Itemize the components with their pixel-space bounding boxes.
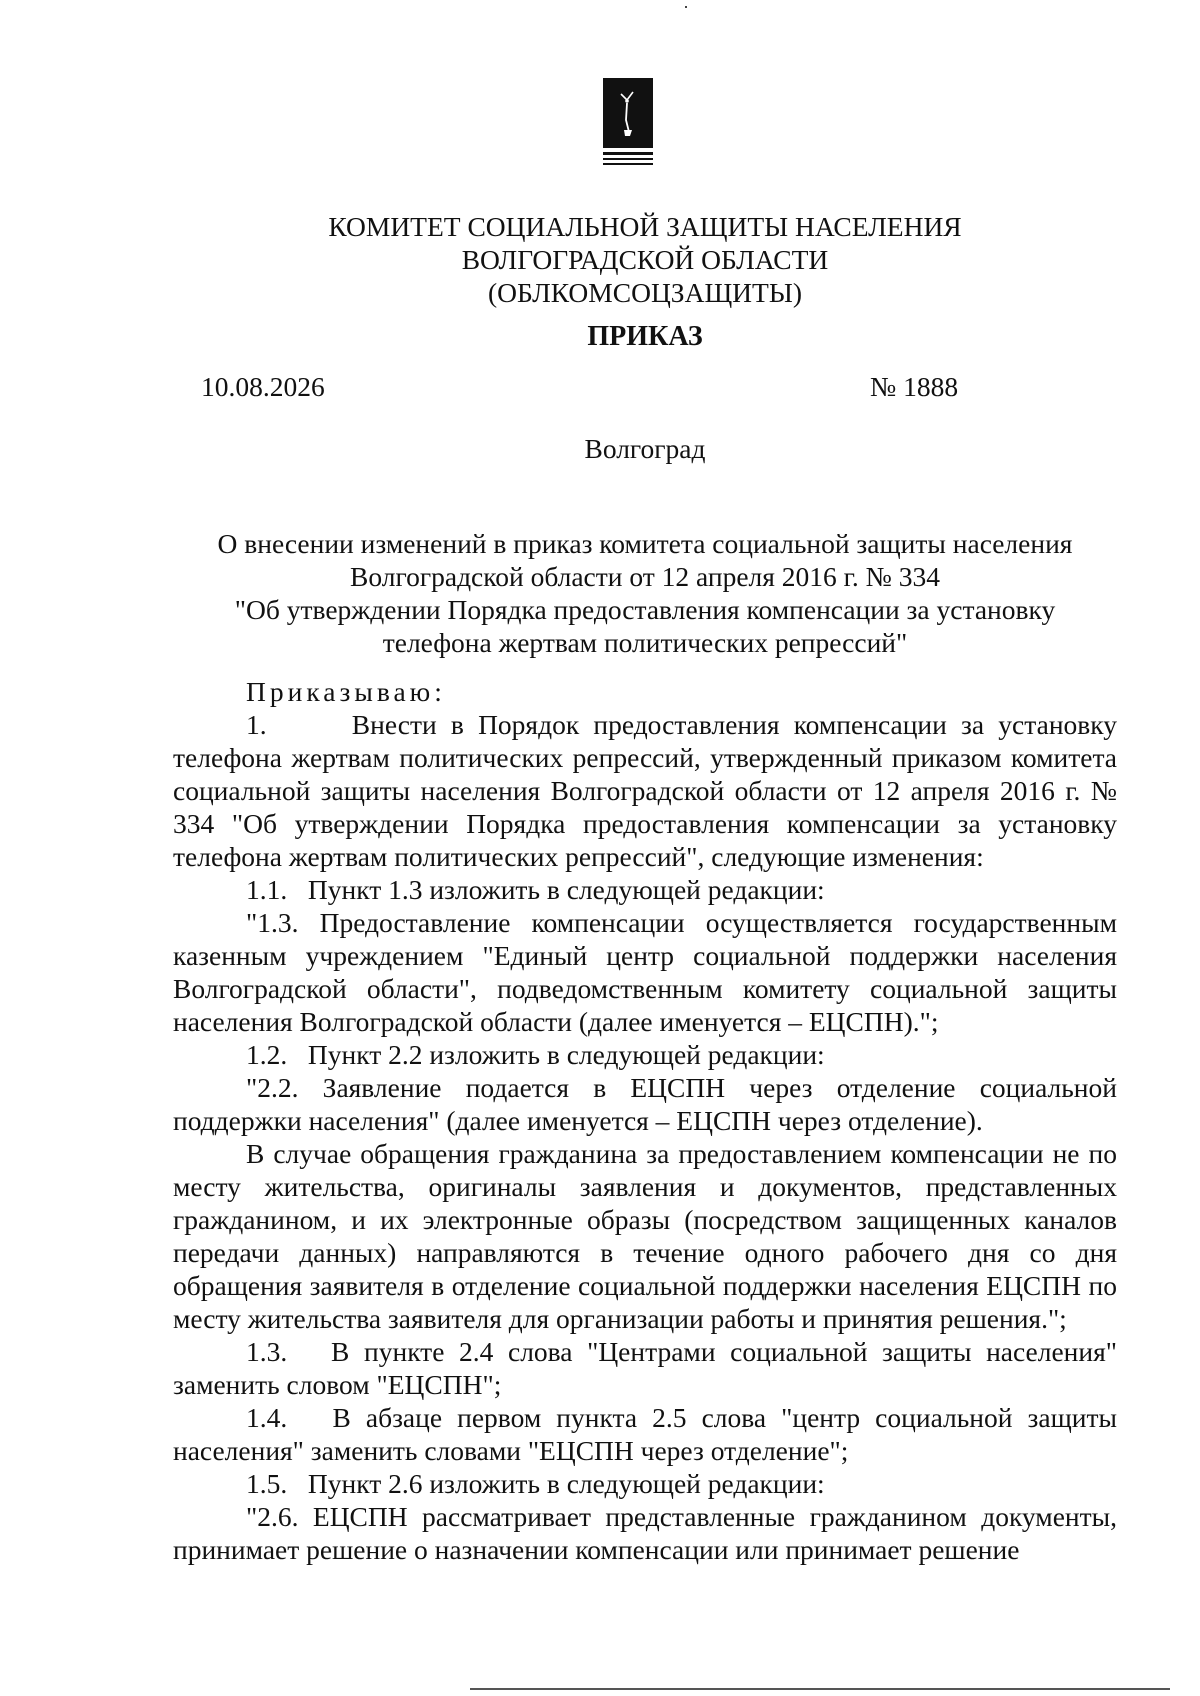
org-line: КОМИТЕТ СОЦИАЛЬНОЙ ЗАЩИТЫ НАСЕЛЕНИЯ [328,211,962,242]
paragraph-1-3: 1.3. В пункте 2.4 слова "Центрами социальной защиты населения" заменить словом "ЕЦСПН"; [173,1336,1124,1400]
document-type: ПРИКАЗ [587,321,703,352]
organization-name [0,210,1200,309]
coat-of-arms-emblem [603,78,653,165]
org-line: (ОБЛКОМСОЦЗАЩИТЫ) [488,277,802,308]
subject-line: Волгоградской области от 12 апреля 2016 г. № 334 [350,561,940,592]
document-city: Волгоград [584,433,706,464]
page-bottom-rule [470,1688,1170,1690]
subject-line: "Об утверждении Порядка предоставления компенсации за установку [234,594,1056,625]
document-subject [0,527,1200,659]
order-word: Приказываю: [246,676,446,707]
paragraph-1-1-text: "1.3. Предоставление компенсации осуществляется государственным казенным учреждением "Единый центр социальной поддержки населения Волгоградской области", подведомственным комитету социальной защиты населения Волгоградской области (далее именуется – ЕЦСПН)."; [173,907,1117,1037]
emblem-shield [603,78,653,148]
emblem-stripe [603,163,653,165]
paragraph-1-4: 1.4. В абзаце первом пункта 2.5 слова "центр социальной защиты населения" заменить словами "ЕЦСПН через отделение"; [173,1402,1124,1466]
org-line: ВОЛГОГРАДСКОЙ ОБЛАСТИ [461,244,829,275]
subject-line: телефона жертвам политических репрессий" [382,627,908,658]
paragraph-1-5-text: "2.6. ЕЦСПН рассматривает представленные гражданином документы, принимает решение о назначении компенсации или принимает решение [173,1501,1117,1565]
paragraph-1-5: 1.5. Пункт 2.6 изложить в следующей редакции: [246,1468,825,1499]
motherland-statue-icon [618,90,636,138]
emblem-stripe [603,158,653,160]
document-date: 10.08.2026 [201,371,325,402]
paragraph-1-1: 1.1. Пункт 1.3 изложить в следующей редакции: [246,874,825,905]
scan-dot [685,6,687,8]
document-number: № 1888 [870,371,959,402]
paragraph-1-2-text: "2.2. Заявление подается в ЕЦСПН через отделение социальной поддержки населения" (далее именуется – ЕЦСПН через отделение). [173,1072,1117,1136]
paragraph-1-2: 1.2. Пункт 2.2 изложить в следующей редакции: [246,1039,825,1070]
subject-line: О внесении изменений в приказ комитета социальной защиты населения [217,528,1073,559]
paragraph-1-2-text-2: В случае обращения гражданина за предоставлением компенсации не по месту жительства, оригиналы заявления и документов, представленных гражданином, и их электронные образы (посредством защищенных каналов передачи данных) направляются в течение одного рабочего дня со дня обращения заявителя в отделение социальной поддержки населения ЕЦСПН по месту жительства заявителя для организации работы и принятия решения."; [173,1138,1117,1334]
document-body [173,675,1124,1566]
paragraph-1: 1. Внести в Порядок предоставления компенсации за установку телефона жертвам политических репрессий, утвержденный приказом комитета социальной защиты населения Волгоградской области от 12 апреля 2016 г. № 334 "Об утверждении Порядка предоставления компенсации за установку телефона жертвам политических репрессий", следующие изменения: [173,709,1124,872]
emblem-stripe [603,152,653,155]
